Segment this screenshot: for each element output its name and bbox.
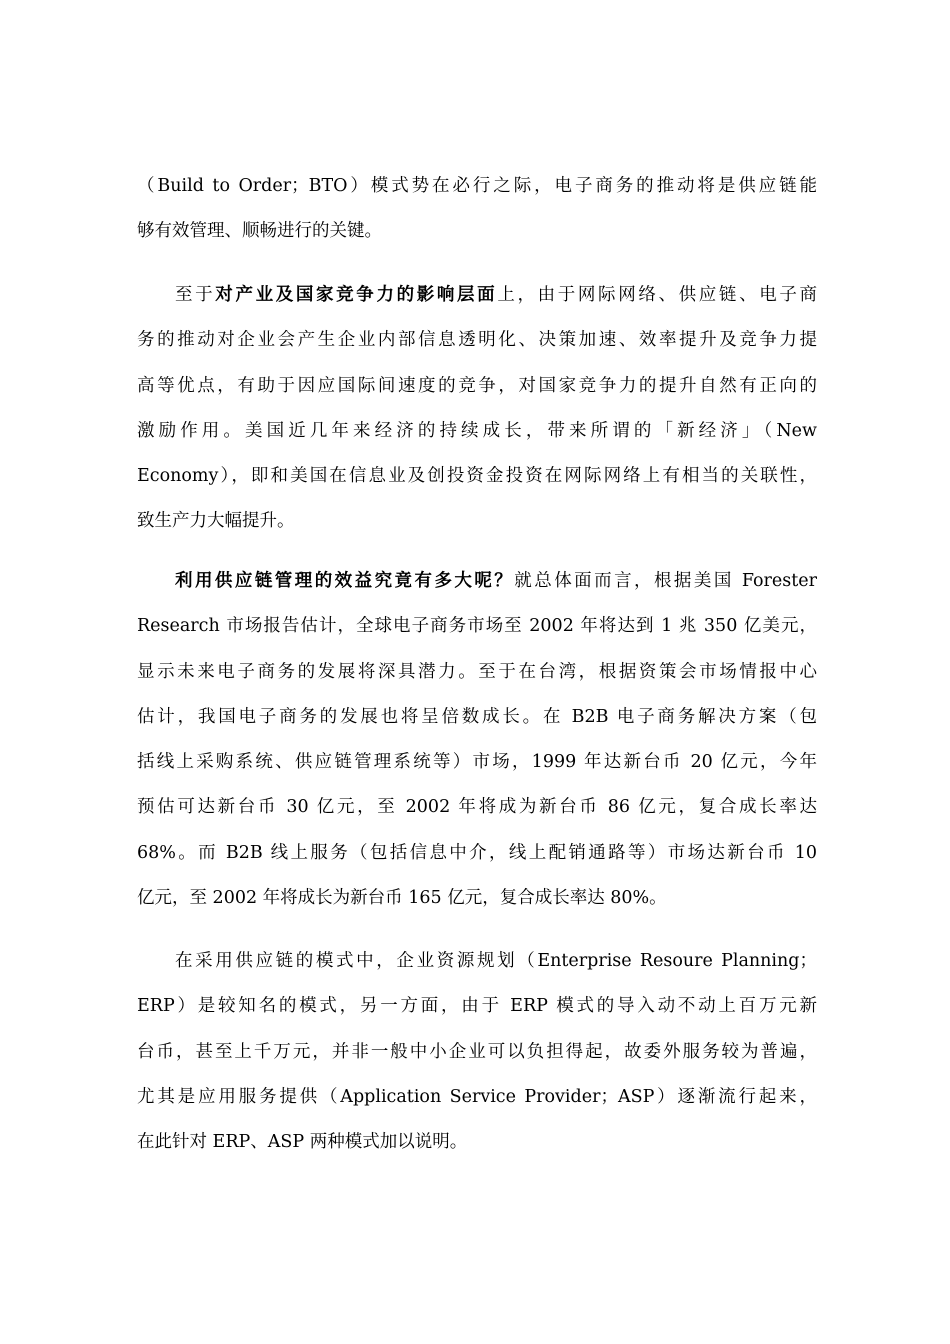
text-line: [137, 559, 817, 604]
text-run: 预估可达新台币 30 亿元，至 2002 年将成为新台币 86 亿元，复合成长率达: [137, 797, 817, 818]
text-line: [137, 409, 817, 454]
text-run: 在采用供应链的模式中，企业资源规划（Enterprise Resoure Planning；: [175, 951, 817, 971]
text-line: [137, 876, 817, 921]
paragraph-bto-intro: [137, 164, 817, 255]
text-line: [137, 318, 817, 363]
text-run: 至于: [175, 285, 216, 305]
bold-text-run: 对产业及国家竞争力的影响层面: [215, 285, 498, 305]
text-run: ERP）是较知名的模式，另一方面，由于 ERP 模式的导入动不动上百万元新: [137, 996, 817, 1017]
text-run: 上，由于网际网络、供应链、电子商: [497, 285, 818, 305]
text-run: 68%。而 B2B 线上服务（包括信息中介，线上配销通路等）市场达新台币 10: [137, 842, 817, 863]
bold-text-run: 利用供应链管理的效益究竟有多大呢？: [175, 571, 515, 591]
text-run: 估计，我国电子商务的发展也将呈倍数成长。在 B2B 电子商务解决方案（包: [137, 706, 817, 727]
text-run: （Build to Order；BTO）模式势在必行之际，电子商务的推动将是供应链能: [137, 176, 817, 196]
text-line: [137, 831, 817, 876]
text-run: 括线上采购系统、供应链管理系统等）市场，1999 年达新台币 20 亿元，今年: [137, 752, 817, 773]
text-line: [137, 939, 817, 984]
text-line: [137, 984, 817, 1029]
text-line: [137, 785, 817, 830]
text-line: [137, 499, 817, 544]
text-run: 台币，甚至上千万元，并非一般中小企业可以负担得起，故委外服务较为普遍，: [137, 1041, 817, 1062]
text-run: 显示未来电子商务的发展将深具潜力。至于在台湾，根据资策会市场情报中心: [137, 661, 817, 682]
text-line: [137, 364, 817, 409]
text-line: [137, 164, 817, 209]
text-run: 亿元，至 2002 年将成长为新台币 165 亿元，复合成长率达 80%。: [137, 888, 667, 909]
text-line: [137, 740, 817, 785]
text-run: Economy），即和美国在信息业及创投资金投资在网际网络上有相当的关联性，: [137, 466, 817, 487]
text-line: [137, 695, 817, 740]
text-line: [137, 1075, 817, 1120]
text-run: 尤其是应用服务提供（Application Service Provider；ASP）逐渐流行起来，: [137, 1086, 817, 1107]
text-run: 激励作用。美国近几年来经济的持续成长，带来所谓的「新经济」（New: [137, 420, 817, 441]
paragraph-industry-competitiveness: [137, 273, 817, 545]
text-run: 在此针对 ERP、ASP 两种模式加以说明。: [137, 1132, 468, 1153]
paragraph-erp-asp-models: [137, 939, 817, 1165]
text-run: Research 市场报告估计，全球电子商务市场至 2002 年将达到 1 兆 350 亿美元，: [137, 616, 817, 637]
text-run: 致生产力大幅提升。: [137, 511, 295, 532]
text-run: 高等优点，有助于因应国际间速度的竞争，对国家竞争力的提升自然有正向的: [137, 375, 817, 396]
text-line: [137, 1120, 817, 1165]
paragraph-supply-chain-benefits: [137, 559, 817, 921]
text-line: [137, 273, 817, 318]
text-line: [137, 604, 817, 649]
text-run: 务的推动对企业会产生企业内部信息透明化、决策加速、效率提升及竞争力提: [137, 330, 817, 351]
text-line: [137, 454, 817, 499]
text-line: [137, 1030, 817, 1075]
text-line: [137, 209, 817, 254]
text-run: 就总体面而言，根据美国 Forester: [514, 571, 818, 591]
text-run: 够有效管理、顺畅进行的关键。: [137, 221, 382, 242]
text-line: [137, 650, 817, 695]
